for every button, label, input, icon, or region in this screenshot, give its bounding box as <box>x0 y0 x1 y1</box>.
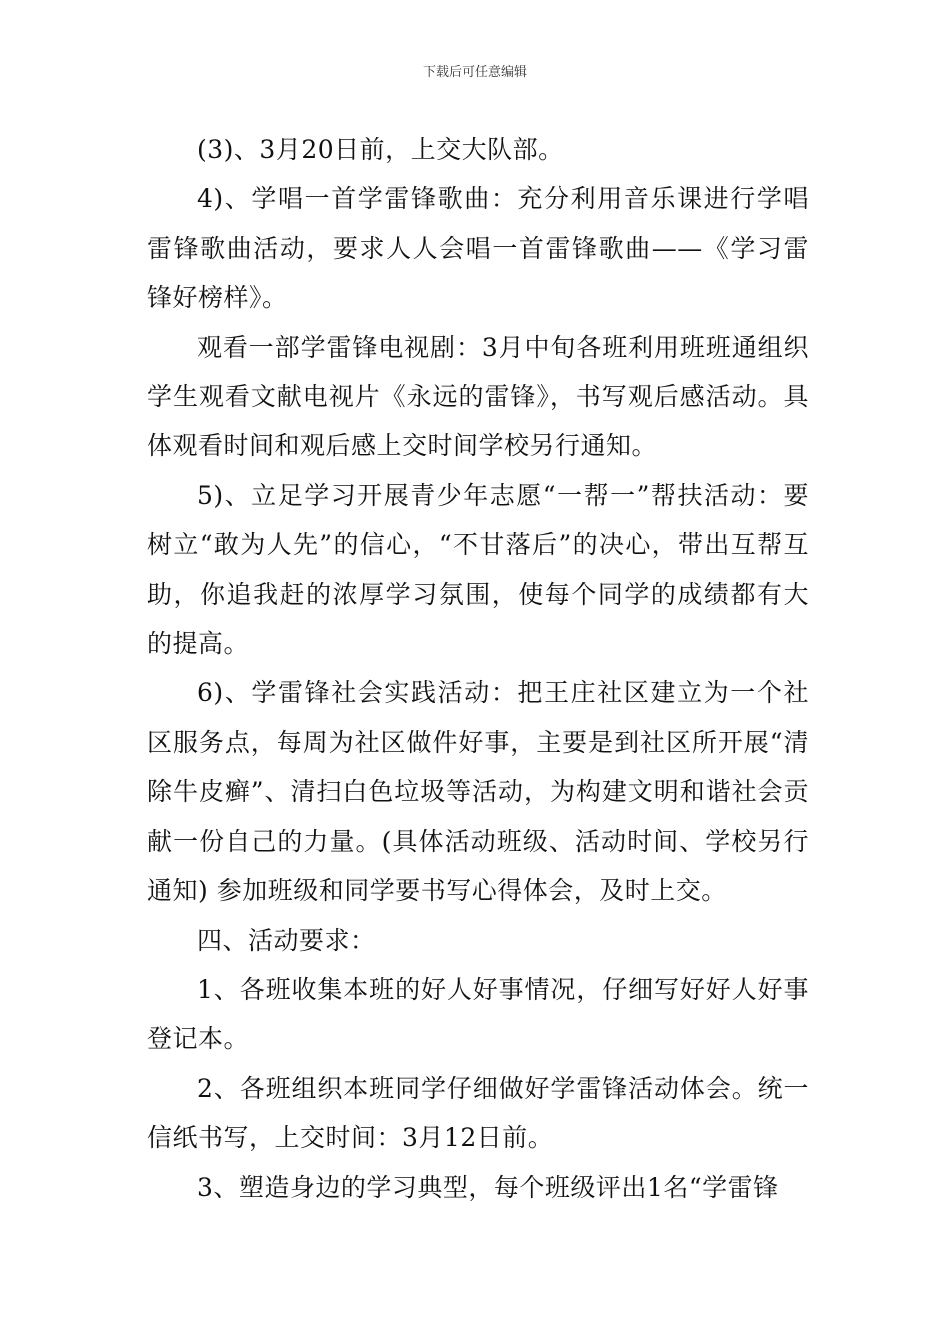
paragraph-watch-tv: 观看一部学雷锋电视剧：3月中旬各班利用班班通组织学生观看文献电视片《永远的雷锋》，书写观后感活动。具体观看时间和观后感上交时间学校另行通知。 <box>147 332 809 461</box>
paragraph-requirement-3: 3、塑造身边的学习典型，每个班级评出1名“学雷锋 <box>197 1172 779 1202</box>
paragraph-sing-song: 4)、学唱一首学雷锋歌曲：充分利用音乐课进行学唱雷锋歌曲活动，要求人人会唱一首雷锋歌曲——《学习雷锋好榜样》。 <box>147 184 809 313</box>
section-heading-requirements: 四、活动要求： <box>197 925 376 955</box>
paragraph-requirement-2: 2、各班组织本班同学仔细做好学雷锋活动体会。统一信纸书写，上交时间：3月12日前。 <box>147 1073 809 1153</box>
page-header: 下载后可任意编辑 <box>422 65 527 80</box>
document-body <box>147 125 809 1212</box>
paragraph-submit-deadline: (3)、3月20日前，上交大队部。 <box>197 135 564 164</box>
paragraph-volunteer-help: 5)、立足学习开展青少年志愿“一帮一”帮扶活动：要树立“敢为人先”的信心，“不甘落后”的决心，带出互帮互助，你追我赶的浓厚学习氛围，使每个同学的成绩都有大的提高。 <box>147 480 809 659</box>
paragraph-requirement-1: 1、各班收集本班的好人好事情况，仔细写好好人好事登记本。 <box>147 974 809 1054</box>
paragraph-social-practice: 6)、学雷锋社会实践活动：把王庄社区建立为一个社区服务点，每周为社区做件好事，主要是到社区所开展“清除牛皮癣”、清扫白色垃圾等活动，为构建文明和谐社会贡献一份自己的力量。(具体活动班级、活动时间、学校另行通知) 参加班级和同学要书写心得体会，及时上交。 <box>147 678 809 906</box>
